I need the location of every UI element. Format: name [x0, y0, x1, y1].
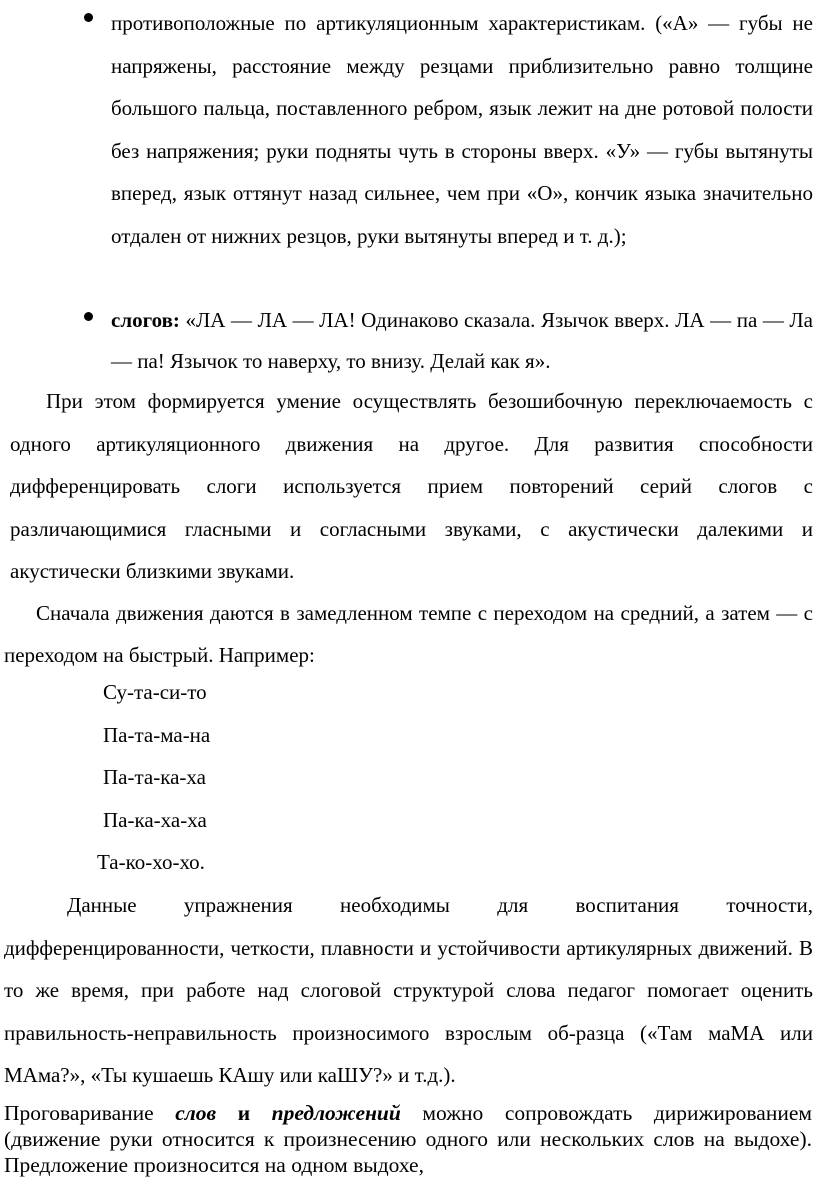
- syllable-series: Та-ко-хо-хо.: [97, 850, 205, 874]
- bullet-item-syllables: [111, 300, 813, 382]
- bullet-item-articulation: противоположные по артикуляционным характеристикам. («А» — губы не напряжены, расстояние между резцами приблизительно равно толщине большого пальца, поставленного ребром, язык лежит на дне ротовой полости без напряжения; руки подняты чуть в стороны вверх. «У» — губы вытянуты вперед, язык оттянут назад сильнее, чем при «О», кончик языка значительно отдален от нижних резцов, руки вытянуты вперед и т. д.);: [111, 11, 813, 248]
- paragraph-conducting: Проговаривание слов и предложений можно сопровождать дирижированием (движение руки относится к произнесению одного или нескольких слов на выдохе). Предложение произносится на одном выдохе,: [4, 1101, 812, 1177]
- paragraph-switching: При этом формируется умение осуществлять безошибочную переключаемость с одного артикуляционного движения на другое. Для развития способности дифференцировать слоги используется прием повторений серий слогов с различающимися гласными и согласными звуками, с акустически далекими и акустически близкими звуками.: [10, 389, 813, 583]
- paragraph-tempo: Сначала движения даются в замедленном темпе с переходом на средний, а затем — с переходом на быстрый. Например:: [4, 601, 813, 667]
- bullet-icon: [84, 312, 93, 321]
- syllable-series: Па-ка-ха-ха: [103, 808, 207, 832]
- syllable-series: Па-та-ка-ха: [103, 765, 206, 789]
- syllable-series: Па-та-ма-на: [103, 723, 211, 747]
- emphasis-words: слов: [175, 1101, 217, 1125]
- syllable-series: Су-та-си-то: [103, 680, 207, 704]
- emphasis-sentences: предложений: [271, 1101, 401, 1125]
- bullet-icon: [84, 13, 93, 22]
- bullet-label: слогов:: [111, 308, 180, 332]
- paragraph-exercises: Данные упражнения необходимы для воспитания точности, дифференцированности, четкости, плавности и устойчивости артикулярных движений. В то же время, при работе над слоговой структурой слова педагог помогает оценить правильность-неправильность произносимого взрослым об-разца («Там маМА или МАма?», «Ты кушаешь КАшу или каШУ?» и т.д.).: [4, 893, 813, 1087]
- bullet-text: «ЛА — ЛА — ЛА! Одинаково сказала. Язычок вверх. ЛА — па — Ла — па! Язычок то наверху, то внизу. Делай как я».: [111, 308, 813, 373]
